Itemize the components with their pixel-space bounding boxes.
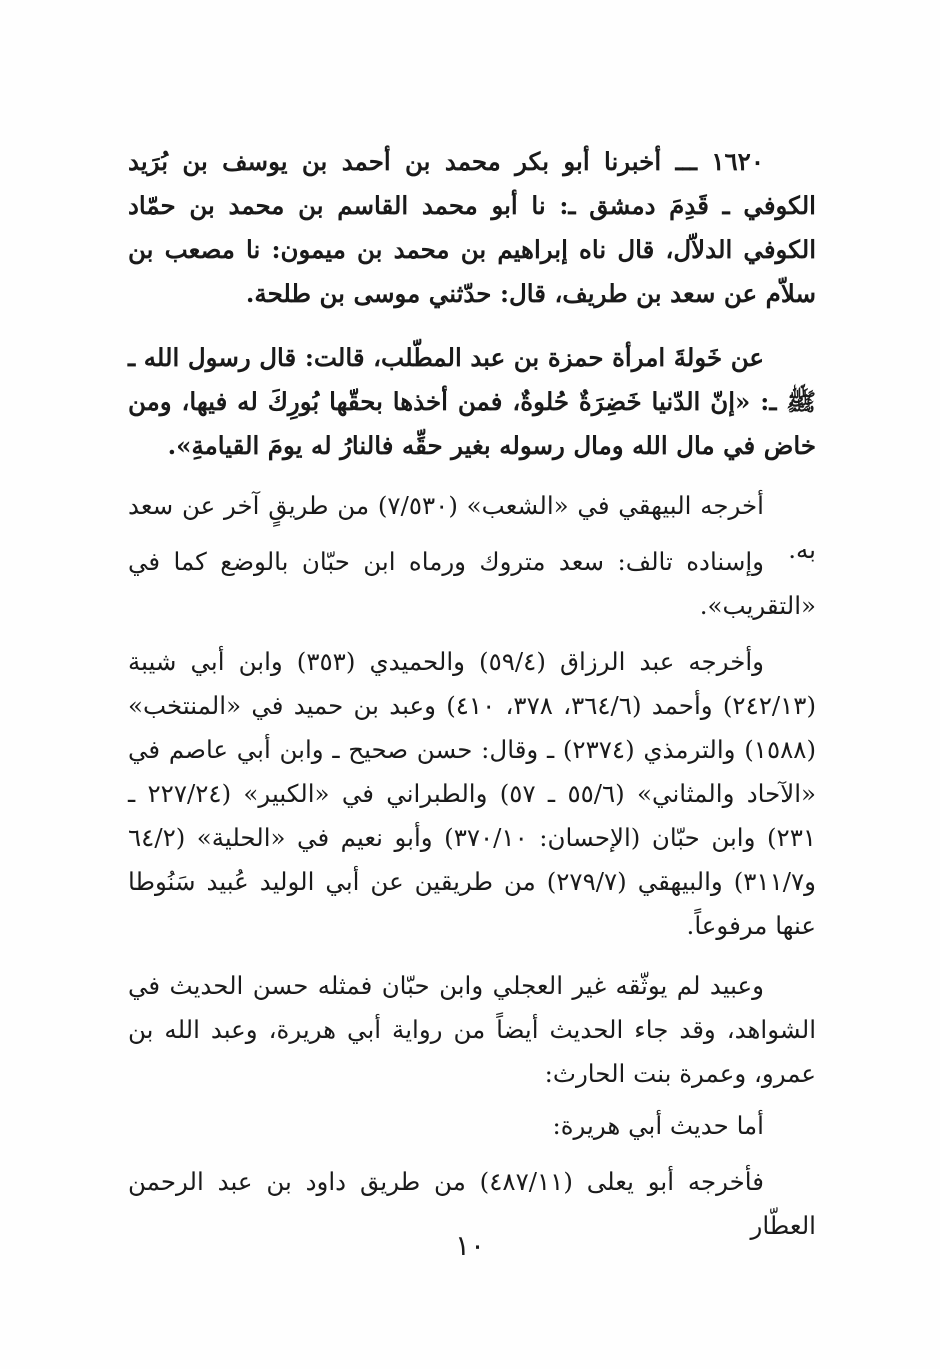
isnad-paragraph — [128, 540, 816, 628]
ubayd-text: وعبيد لم يوثّقه غير العجلي وابن حبّان فمثله حسن الحديث في الشواهد، وقد جاء الحديث أيضاً من رواية أبي هريرة، وعبد الله بن عمرو، وعمرة بنت الحارث: — [128, 971, 816, 1088]
takhrij-paragraph-2 — [128, 640, 816, 948]
hadith-chain-paragraph — [128, 140, 816, 316]
abu-hurayra-heading-paragraph — [128, 1104, 816, 1148]
page-number: ١٠ — [454, 1229, 486, 1262]
isnad-text: وإسناده تالف: سعد متروك ورماه ابن حبّان بالوضع كما في «التقريب». — [128, 547, 816, 620]
hadith-text-paragraph — [128, 336, 816, 468]
hadith-chain-text: ١٦٢٠ ـــ أخبرنا أبو بكر محمد بن أحمد بن يوسف بن بُرَيد الكوفي ـ قَدِمَ دمشق ـ: نا أبو محمد القاسم بن محمد بن حمّاد الكوفي الدلاّل، قال ناه إبراهيم بن محمد بن ميمون: نا مصعب بن سلاّم عن سعد بن طريف، قال: حدّثني موسى بن طلحة. — [128, 147, 816, 308]
hadith-text: عن خَولةَ امرأة حمزة بن عبد المطّلب، قالت: قال رسول الله ـ ﷺ ـ: «إنّ الدّنيا خَضِرَةٌ حُلوةٌ، فمن أخذها بحقّها بُورِكَ له فيها، ومن خاض في مال الله ومال رسوله بغير حقِّه فالنارُ له يومَ القيامةِ». — [128, 343, 816, 460]
takhrij-text-1: أخرجه البيهقي في «الشعب» (٧/٥٣٠) من طريقٍ آخر عن سعد به. — [128, 491, 816, 564]
abu-hurayra-text: فأخرجه أبو يعلى (٤٨٧/١١) من طريق داود بن عبد الرحمن العطّار — [128, 1167, 816, 1240]
abu-hurayra-heading: أما حديث أبي هريرة: — [552, 1111, 764, 1140]
takhrij-text-2: وأخرجه عبد الرزاق (٥٩/٤) والحميدي (٣٥٣) وابن أبي شيبة (٢٤٢/١٣) وأحمد (٣٦٤/٦، ٣٧٨، ٤١٠) وعبد بن حميد في «المنتخب» (١٥٨٨) والترمذي (٢٣٧٤) ـ وقال: حسن صحيح ـ وابن أبي عاصم في «الآحاد والمثاني» (٥٥/٦ ـ ٥٧) والطبراني في «الكبير» (٢٢٧/٢٤ ـ ٢٣١) وابن حبّان (الإحسان: ٣٧٠/١٠) وأبو نعيم في «الحلية» (٦٤/٢ و٣١١/٧) والبيهقي (٢٧٩/٧) من طريقين عن أبي الوليد عُبيد سَنُوطا عنها مرفوعاً. — [128, 647, 817, 940]
ubayd-paragraph — [128, 964, 816, 1096]
